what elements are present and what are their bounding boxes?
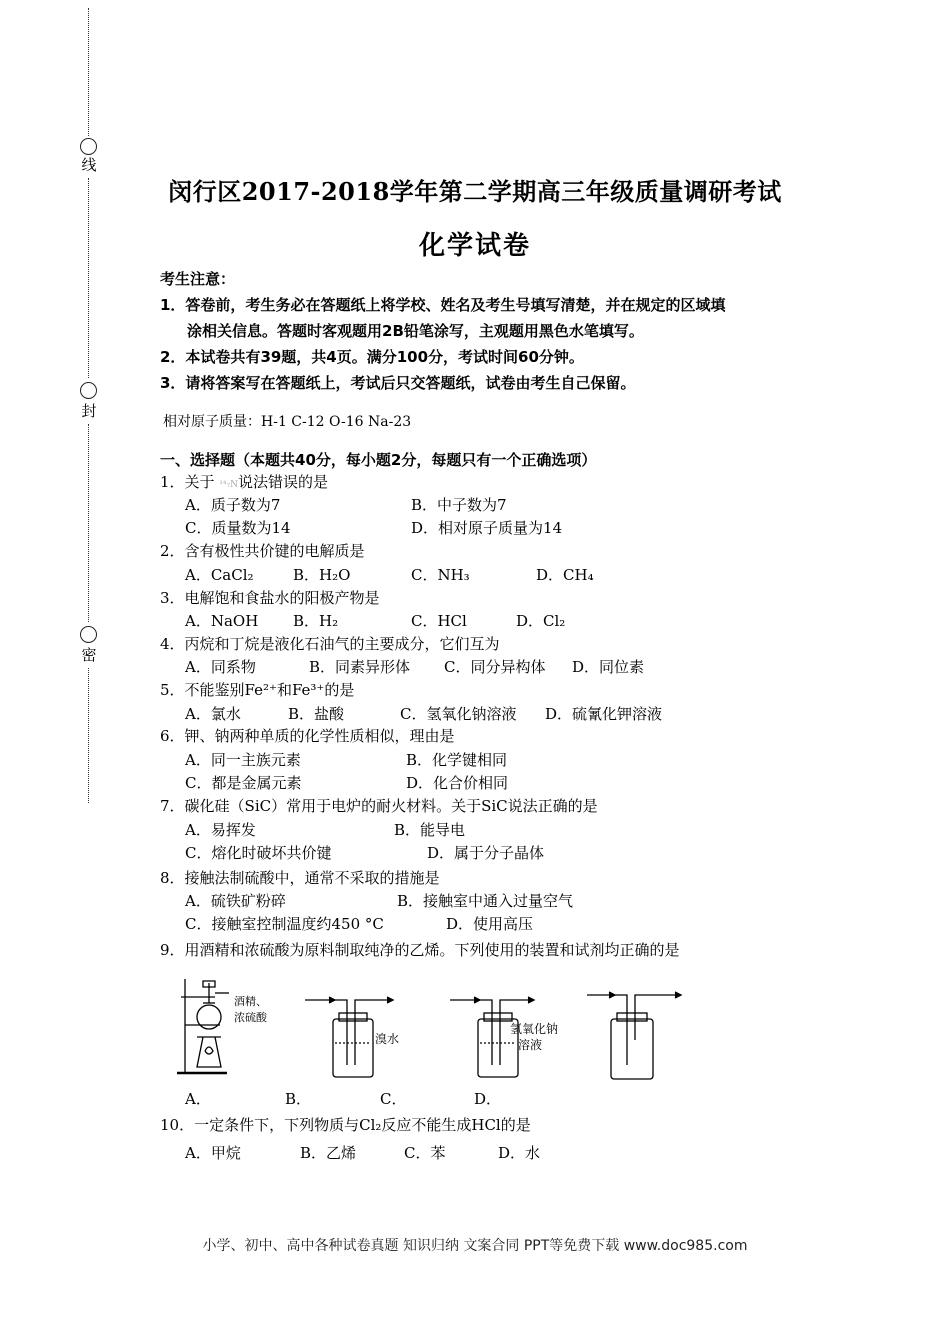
q1-stem-a: 1．关于 — [160, 473, 220, 491]
notice-heading: 考生注意： — [160, 270, 236, 288]
reagent-label-1: 酒精、 — [234, 995, 267, 1008]
binding-mark-xian: 线 — [81, 156, 97, 174]
q9-option-c: C． — [380, 1090, 407, 1108]
notice-line-2: 2．本试卷共有39题，共4页。满分100分，考试时间60分钟。 — [160, 348, 584, 366]
question-1-stem — [160, 471, 328, 492]
q9-option-b: B． — [285, 1090, 312, 1108]
circle-mark — [80, 626, 97, 643]
q7-option-a: A．易挥发 — [185, 821, 256, 839]
q5-option-b: B．盐酸 — [288, 705, 345, 723]
naoh-label-1: 氢氧化钠 — [510, 1022, 559, 1036]
q2-option-b: B．H₂O — [293, 566, 351, 584]
q8-option-c: C．接触室控制温度约450 °C — [185, 915, 384, 933]
circle-mark — [80, 138, 97, 155]
q4-option-a: A．同系物 — [185, 658, 256, 676]
q1-stem-b: 说法错误的是 — [238, 473, 329, 491]
q10-option-d: D．水 — [498, 1144, 541, 1162]
q6-option-a: A．同一主族元素 — [185, 751, 301, 769]
apparatus-d — [587, 992, 681, 1079]
footer-banner: 小学、初中、高中各种试卷真题 知识归纳 文案合同 PPT等免费下载 www.doc985.com — [202, 1238, 748, 1254]
q6-option-c: C．都是金属元素 — [185, 774, 302, 792]
naoh-label-2: 溶液 — [518, 1038, 543, 1052]
q6-option-b: B．化学键相同 — [406, 751, 508, 769]
question-4-stem: 4．丙烷和丁烷是液化石油气的主要成分，它们互为 — [160, 635, 500, 653]
q4-option-c: C．同分异构体 — [444, 658, 546, 676]
q3-option-d: D．Cl₂ — [516, 612, 566, 630]
q9-option-a: A． — [185, 1090, 211, 1108]
q6-option-d: D．化合价相同 — [406, 774, 509, 792]
binding-margin — [78, 0, 100, 810]
question-2-stem: 2．含有极性共价键的电解质是 — [160, 542, 365, 560]
nuclide-symbol: ¹⁴₇N — [219, 480, 239, 490]
exam-title: 闵行区2017-2018学年第二学期高三年级质量调研考试 — [168, 177, 782, 206]
apparatus-a — [177, 979, 229, 1073]
q8-option-d: D．使用高压 — [446, 915, 534, 933]
notice-line-1-cont: 涂相关信息。答题时客观题用2B铅笔涂写，主观题用黑色水笔填写。 — [187, 322, 644, 340]
q1-option-b: B．中子数为7 — [411, 496, 507, 514]
q8-option-a: A．硫铁矿粉碎 — [185, 892, 286, 910]
q7-option-c: C．熔化时破坏共价键 — [185, 844, 332, 862]
q3-option-b: B．H₂ — [293, 612, 339, 630]
bromine-water-label: 溴水 — [375, 1032, 400, 1046]
q10-option-c: C．苯 — [404, 1144, 446, 1162]
apparatus-figure — [175, 975, 715, 1085]
question-9-stem: 9．用酒精和浓硫酸为原料制取纯净的乙烯。下列使用的装置和试剂均正确的是 — [160, 941, 680, 959]
q3-option-a: A．NaOH — [185, 612, 259, 630]
q1-option-c: C．质量数为14 — [185, 519, 291, 537]
q1-option-d: D．相对原子质量为14 — [411, 519, 563, 537]
q5-option-d: D．硫氰化钾溶液 — [545, 705, 663, 723]
question-8-stem: 8．接触法制硫酸中，通常不采取的措施是 — [160, 869, 440, 887]
q4-option-d: D．同位素 — [572, 658, 645, 676]
q2-option-c: C．NH₃ — [411, 566, 470, 584]
q7-option-b: B．能导电 — [394, 821, 466, 839]
q10-option-b: B．乙烯 — [300, 1144, 357, 1162]
dotted-line — [88, 424, 89, 622]
q3-option-c: C．HCl — [411, 612, 467, 630]
apparatus-c — [450, 997, 534, 1077]
q5-option-a: A．氯水 — [185, 705, 241, 723]
q1-option-a: A．质子数为7 — [185, 496, 281, 514]
section-heading: 一、选择题（本题共40分，每小题2分，每题只有一个正确选项） — [160, 451, 597, 469]
question-7-stem: 7．碳化硅（SiC）常用于电炉的耐火材料。关于SiC说法正确的是 — [160, 797, 598, 815]
q2-option-d: D．CH₄ — [536, 566, 594, 584]
dotted-line — [88, 668, 89, 803]
dotted-line — [88, 8, 89, 136]
q4-option-b: B．同素异形体 — [309, 658, 411, 676]
q10-option-a: A．甲烷 — [185, 1144, 241, 1162]
question-5-stem: 5．不能鉴别Fe²⁺和Fe³⁺的是 — [160, 681, 355, 699]
dotted-line — [88, 178, 89, 378]
binding-mark-feng: 封 — [81, 402, 97, 420]
q9-option-d: D． — [474, 1090, 502, 1108]
atomic-masses: 相对原子质量：H-1 C-12 O-16 Na-23 — [163, 414, 412, 430]
binding-mark-mi: 密 — [81, 646, 97, 664]
exam-subtitle: 化学试卷 — [418, 231, 531, 261]
q7-option-d: D．属于分子晶体 — [427, 844, 545, 862]
question-3-stem: 3．电解饱和食盐水的阳极产物是 — [160, 589, 380, 607]
reagent-label-2: 浓硫酸 — [234, 1011, 267, 1024]
q8-option-b: B．接触室中通入过量空气 — [397, 892, 574, 910]
q2-option-a: A．CaCl₂ — [185, 566, 254, 584]
question-6-stem: 6．钾、钠两种单质的化学性质相似，理由是 — [160, 727, 455, 745]
question-10-stem: 10．一定条件下，下列物质与Cl₂反应不能生成HCl的是 — [160, 1116, 531, 1134]
notice-line-1: 1．答卷前，考生务必在答题纸上将学校、姓名及考生号填写清楚，并在规定的区域填 — [160, 296, 726, 314]
notice-line-3: 3．请将答案写在答题纸上，考试后只交答题纸，试卷由考生自己保留。 — [160, 374, 636, 392]
circle-mark — [80, 382, 97, 399]
q5-option-c: C．氢氧化钠溶液 — [400, 705, 517, 723]
